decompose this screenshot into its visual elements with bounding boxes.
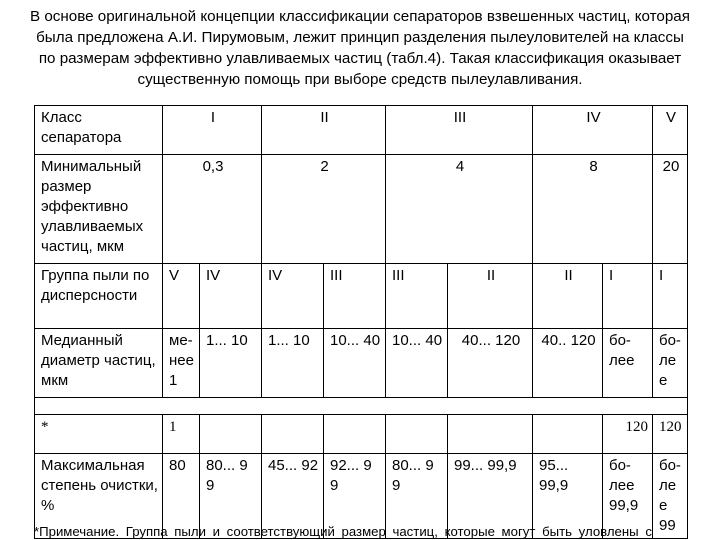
min-size-value: 2 bbox=[262, 155, 386, 264]
median-value: 10... 40 bbox=[386, 329, 448, 398]
star-label: * bbox=[35, 415, 163, 454]
class-label: Класс сепаратора bbox=[35, 106, 163, 155]
class-value: IV bbox=[533, 106, 653, 155]
star-value: 1 bbox=[163, 415, 200, 454]
median-value: 10... 40 bbox=[324, 329, 386, 398]
min-size-value: 4 bbox=[386, 155, 533, 264]
dust-group-label: Группа пыли по дисперсности bbox=[35, 264, 163, 329]
star-row bbox=[35, 415, 688, 454]
max-efficiency-value: 80 bbox=[163, 454, 200, 539]
dust-group-value: IV bbox=[200, 264, 262, 329]
median-value: 1... 10 bbox=[200, 329, 262, 398]
footnote: *Примечание. Группа пыли и соответствующий размер частиц, которые могут быть уловлены с bbox=[34, 524, 652, 539]
median-value: ме-нее 1 bbox=[163, 329, 200, 398]
class-value: V bbox=[653, 106, 688, 155]
star-value: 120 bbox=[603, 415, 653, 454]
min-size-label: Минимальный размер эффективно улавливаемых частиц, мкм bbox=[35, 155, 163, 264]
max-efficiency-value: 92... 9 9 bbox=[324, 454, 386, 539]
max-efficiency-value: бо-ле е 99 bbox=[653, 454, 688, 539]
max-efficiency-value: 45... 92 bbox=[262, 454, 324, 539]
star-value bbox=[324, 415, 386, 454]
intro-paragraph: В основе оригинальной концепции классификации сепараторов взвешенных частиц, которая была предложена А.И. Пирумовым, лежит принцип разделения пылеуловителей на классы по размерам эффективно улавливаемых частиц (табл.4). Такая классификация оказывает существенную помощь при выборе средств пылеулавливания. bbox=[30, 8, 690, 88]
median-value: 40... 120 bbox=[448, 329, 533, 398]
max-efficiency-value: бо-лее 99,9 bbox=[603, 454, 653, 539]
table-gap bbox=[35, 398, 688, 415]
min-size-value: 0,3 bbox=[163, 155, 262, 264]
class-value: II bbox=[262, 106, 386, 155]
max-efficiency-value: 80... 9 9 bbox=[200, 454, 262, 539]
star-value bbox=[386, 415, 448, 454]
max-efficiency-value: 80... 9 9 bbox=[386, 454, 448, 539]
dust-group-row bbox=[35, 264, 688, 329]
star-value: 120 bbox=[653, 415, 688, 454]
dust-group-value: I bbox=[653, 264, 688, 329]
dust-group-value: I bbox=[603, 264, 653, 329]
median-value: бо-ле е bbox=[653, 329, 688, 398]
class-value: I bbox=[163, 106, 262, 155]
class-row bbox=[35, 106, 688, 155]
max-efficiency-label: Максимальная степень очистки, % bbox=[35, 454, 163, 539]
min-size-value: 8 bbox=[533, 155, 653, 264]
median-value: 1... 10 bbox=[262, 329, 324, 398]
star-value bbox=[262, 415, 324, 454]
star-value bbox=[533, 415, 603, 454]
star-value bbox=[448, 415, 533, 454]
median-label: Медианный диаметр частиц, мкм bbox=[35, 329, 163, 398]
dust-group-value: V bbox=[163, 264, 200, 329]
separator-classification-table bbox=[34, 105, 688, 539]
median-value: бо-лее bbox=[603, 329, 653, 398]
max-efficiency-value: 95... 99,9 bbox=[533, 454, 603, 539]
min-size-row bbox=[35, 155, 688, 264]
min-size-value: 20 bbox=[653, 155, 688, 264]
star-value bbox=[200, 415, 262, 454]
dust-group-value: II bbox=[448, 264, 533, 329]
class-value: III bbox=[386, 106, 533, 155]
max-efficiency-value: 99... 99,9 bbox=[448, 454, 533, 539]
median-value: 40.. 120 bbox=[533, 329, 603, 398]
dust-group-value: III bbox=[324, 264, 386, 329]
dust-group-value: III bbox=[386, 264, 448, 329]
median-row bbox=[35, 329, 688, 398]
dust-group-value: II bbox=[533, 264, 603, 329]
dust-group-value: IV bbox=[262, 264, 324, 329]
